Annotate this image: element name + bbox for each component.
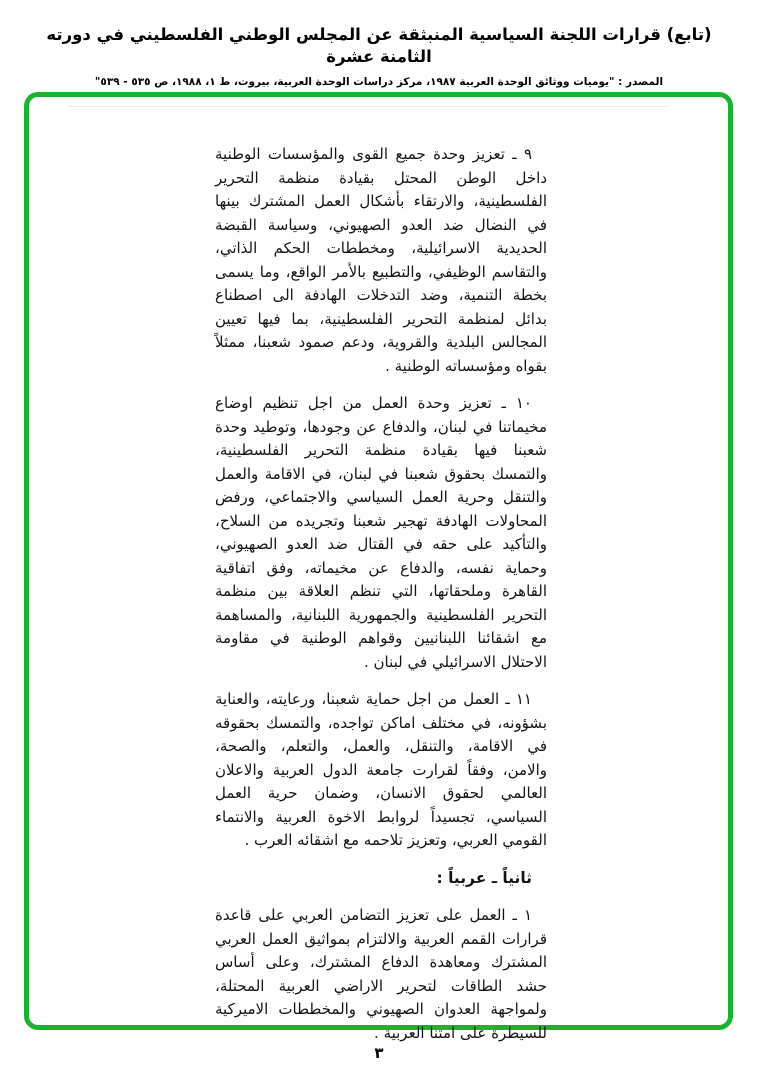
paragraph-11: ١١ ـ العمل من اجل حماية شعبنا، ورعايته، والعناية بشؤونه، في مختلف اماكن تواجده، والتمسك بحقوقه في الاقامة، والتنقل، والعمل، والتعلم، والصحة، والامن، وفقاً لقرارت جامعة الدول العربية والاعلان العالمي لحقوق الانسان، وضمان حرية العمل السياسي، تجسيداً لروابط الاخوة العربية والانتماء القومي العربي، وتعزيز تلاحمه مع اشقائه العرب . <box>215 690 547 849</box>
scan-artifact-line <box>69 106 668 107</box>
page-number: ٣ <box>374 1044 384 1062</box>
page-header <box>0 24 758 89</box>
paragraph-arab-1: ١ ـ العمل على تعزيز التضامن العربي على قاعدة قرارات القمم العربية والالتزام بمواثيق العمل العربي المشترك ومعاهدة الدفاع المشترك، وعلى أساس حشد الطاقات لتحرير الاراضي العربية المحتلة، ولمواجهة العدوان الصهيوني والمخططات الاميركية للسيطرة على امتنا العربية . <box>215 906 547 1042</box>
paragraph-9: ٩ ـ تعزيز وحدة جميع القوى والمؤسسات الوطنية داخل الوطن المحتل بقيادة منظمة التحرير الفلسطينية، والارتقاء بأشكال العمل المشترك بينها في النضال ضد العدو الصهيوني، وسياسة القبضة الحديدية الاسرائيلية، ومخططات الحكم الذاتي، والتقاسم الوظيفي، والتطبيع بالأمر الواقع، وما يسمى بخطة التنمية، وضد التدخلات الهادفة الى اصطناع بدائل لمنظمة التحرير الفلسطينية، بما فيها تعيين المجالس البلدية والقروية، ودعم صمود شعبنا، ممثلاً بقواه ومؤسساته الوطنية . <box>215 145 547 375</box>
body-text-column <box>215 143 547 1059</box>
document-border-frame <box>24 92 733 1042</box>
paragraph-10: ١٠ ـ تعزيز وحدة العمل من اجل تنظيم اوضاع مخيماتنا في لبنان، والدفاع عن وجودها، وتوطيد وحدة شعبنا فيها بقيادة منظمة التحرير الفلسطينية، والتمسك بحقوق شعبنا في لبنان، في الاقامة والعمل والتنقل وحرية العمل السياسي والاجتماعي، ورفض المحاولات الهادفة تهجير شعبنا وتجريده من السلاح، والتأكيد على حقه في القتال ضد العدو الصهيوني، وحماية نفسه، والدفاع عن مخيماته، وفق اتفاقية القاهرة وملحقاتها، التي تنظم العلاقة بين منظمة التحرير الفلسطينية والجمهورية اللبنانية، والمساهمة مع اشقائنا اللبنانيين وقواهم الوطنية في مقاومة الاحتلال الاسرائيلي في لبنان . <box>215 394 547 671</box>
document-title: (تابع) قرارات اللجنة السياسية المنبثقة عن المجلس الوطني الفلسطيني في دورته الثامنة عشرة <box>46 25 712 66</box>
section-heading-second-arab: ثانياً ـ عربياً : <box>436 868 532 887</box>
source-citation: المصدر : "يوميات ووثائق الوحدة العربية ١٩٨٧، مركز دراسات الوحدة العربية، بيروت، ط ١، ١٩٨٨، ص ٥٣٥ - ٥٣٩" <box>94 76 664 88</box>
